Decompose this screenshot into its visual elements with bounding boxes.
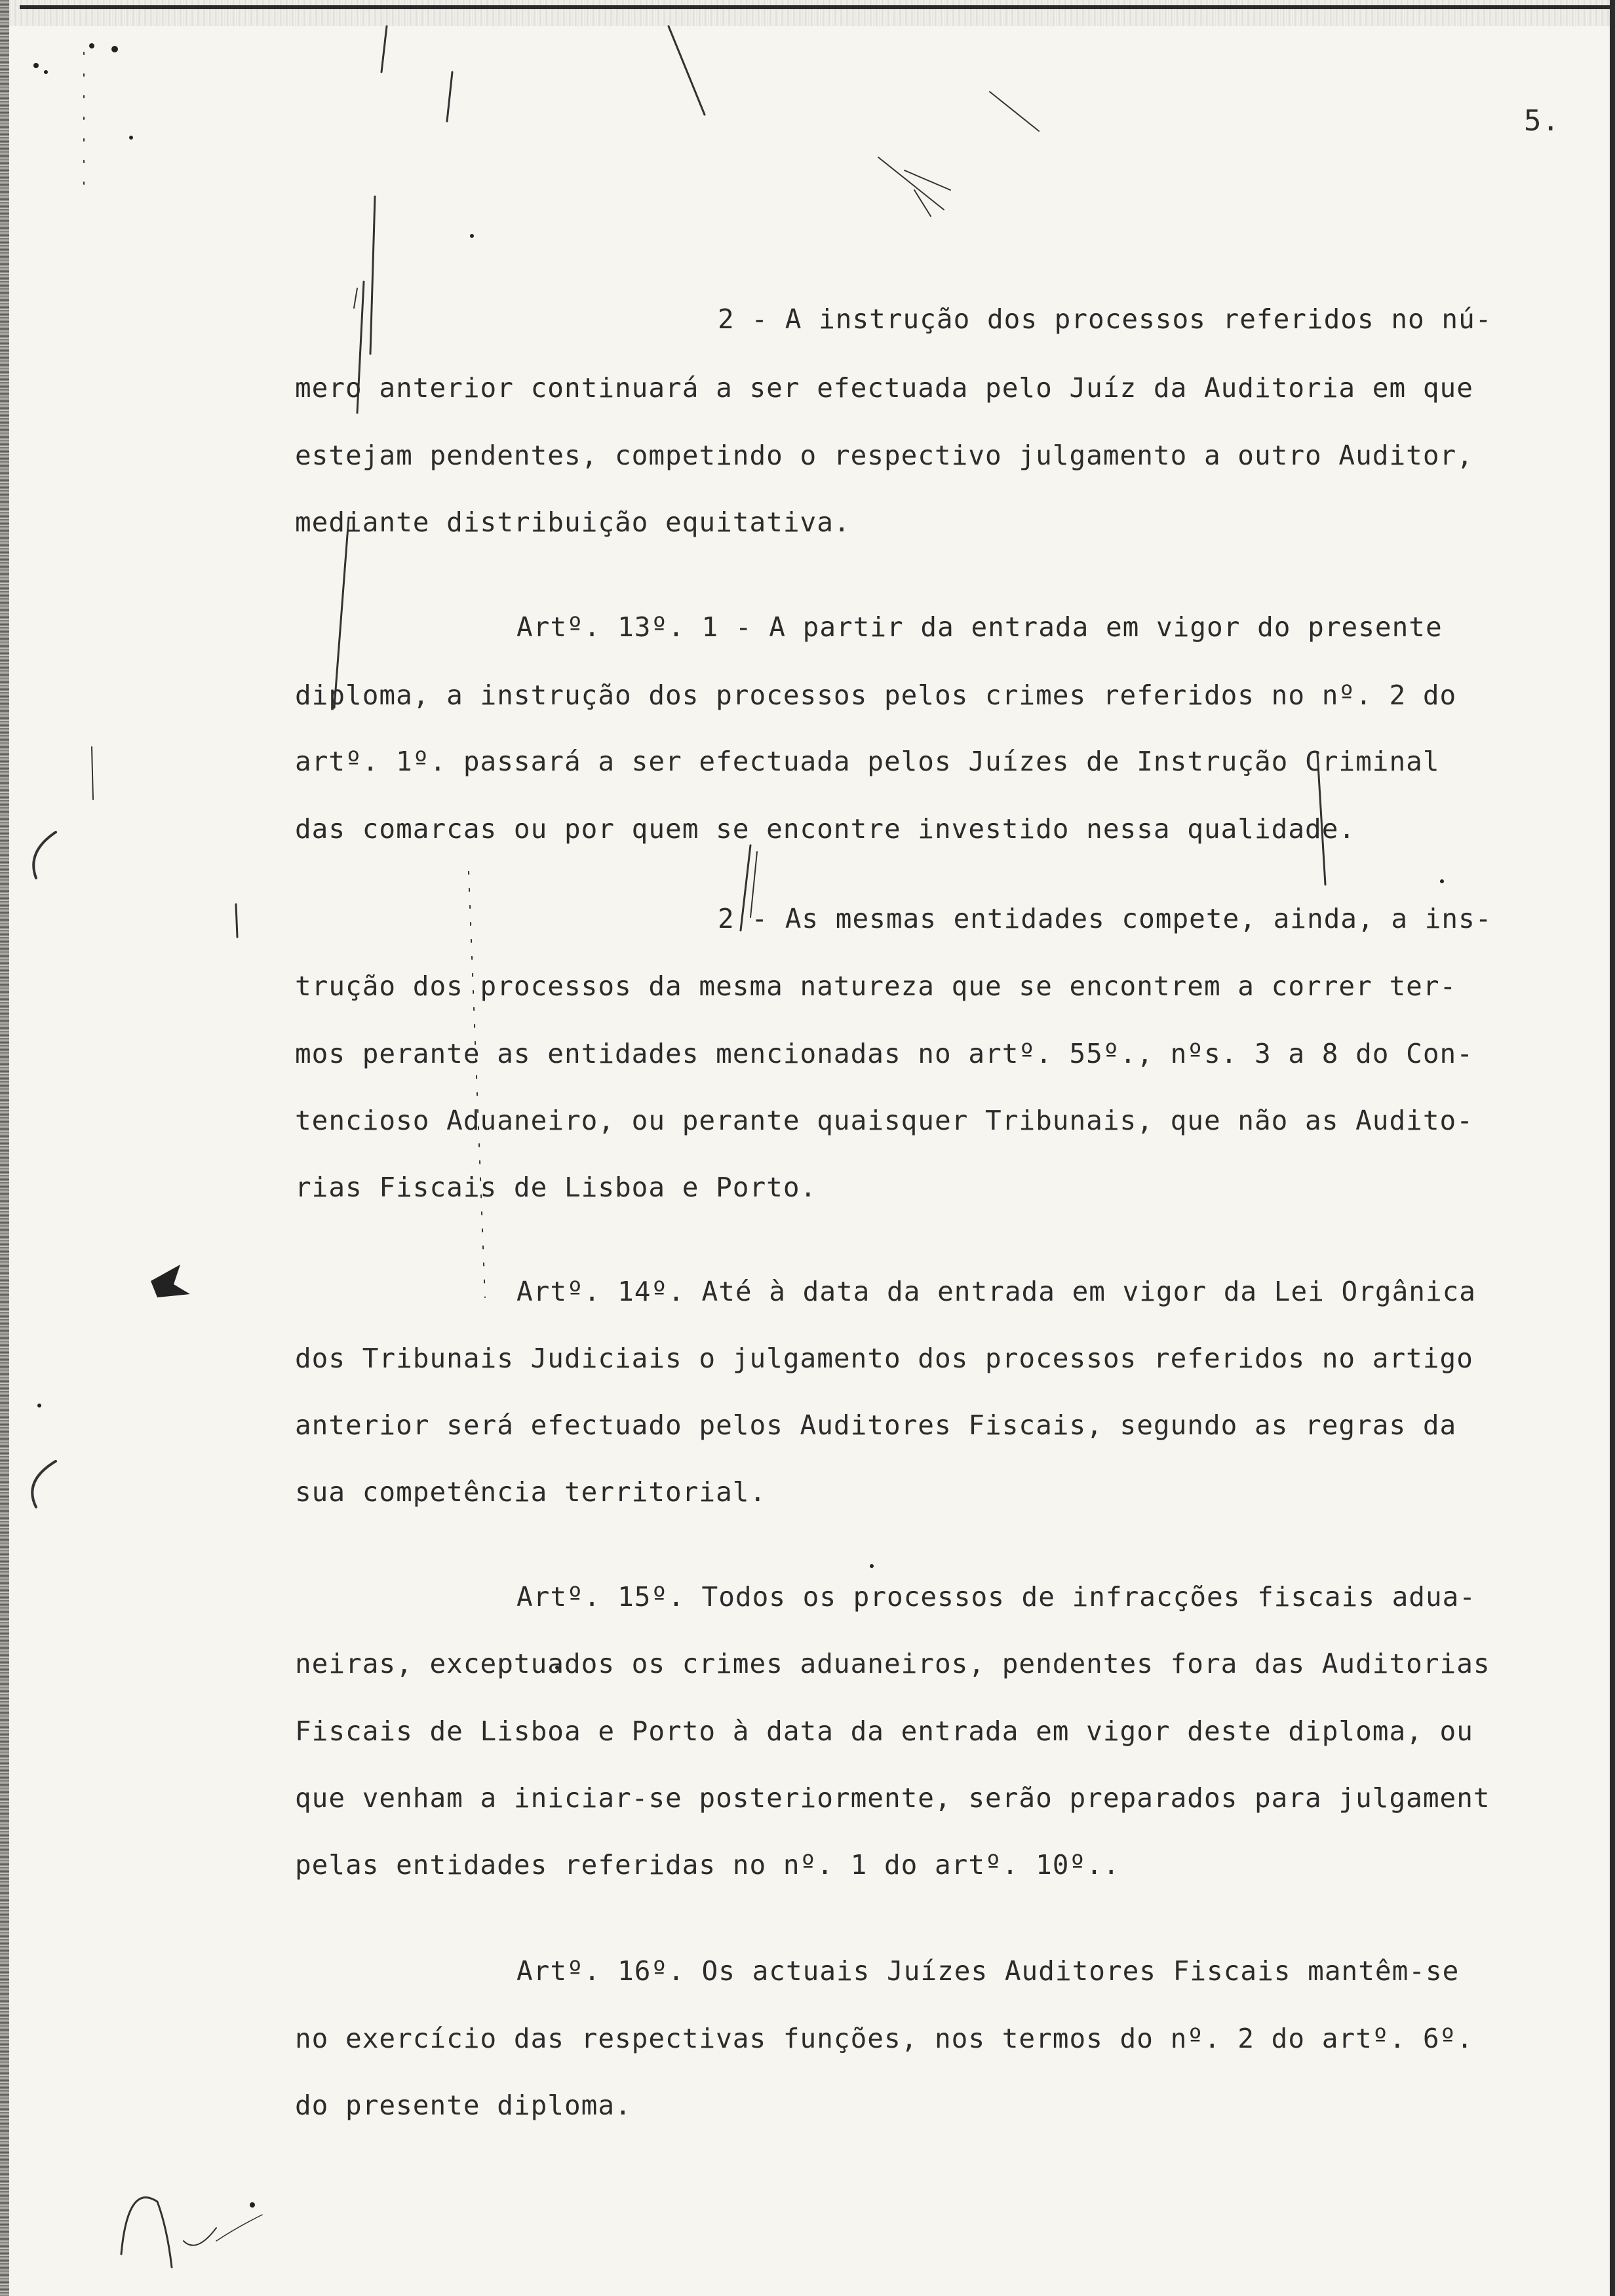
line-8: das comarcas ou por quem se encontre investido nessa qualidade. [295, 813, 1356, 845]
page-number: 5. [1524, 104, 1560, 138]
line-17: sua competência territorial. [295, 1476, 767, 1508]
line-24: no exercício das respectivas funções, nos termos do nº. 2 do artº. 6º. [295, 2023, 1473, 2054]
line-3: estejam pendentes, competindo o respectivo julgamento a outro Auditor, [295, 440, 1473, 471]
line-18: Artº. 15º. Todos os processos de infracções fiscais adua- [516, 1581, 1476, 1613]
line-6: diploma, a instrução dos processos pelos crimes referidos no nº. 2 do [295, 679, 1457, 711]
line-9: 2 - As mesmas entidades compete, ainda, a ins- [718, 903, 1492, 934]
line-12: tencioso Aduaneiro, ou perante quaisquer Tribunais, que não as Audito- [295, 1105, 1473, 1136]
line-22: pelas entidades referidas no nº. 1 do artº. 10º.. [295, 1849, 1120, 1881]
line-19: neiras, exceptuados os crimes aduaneiros, pendentes fora das Auditorias [295, 1648, 1490, 1679]
line-11: mos perante as entidades mencionadas no artº. 55º., nºs. 3 a 8 do Con- [295, 1038, 1473, 1069]
line-14: Artº. 14º. Até à data da entrada em vigor da Lei Orgânica [516, 1276, 1476, 1307]
line-23: Artº. 16º. Os actuais Juízes Auditores Fiscais mantêm-se [516, 1955, 1460, 1987]
line-13: rias Fiscais de Lisboa e Porto. [295, 1172, 817, 1203]
line-7: artº. 1º. passará a ser efectuada pelos Juízes de Instrução Criminal [295, 746, 1440, 777]
line-2: mero anterior continuará a ser efectuada pelo Juíz da Auditoria em que [295, 372, 1473, 404]
line-10: trução dos processos da mesma natureza que se encontrem a correr ter- [295, 970, 1457, 1002]
line-4: mediante distribuição equitativa. [295, 507, 851, 538]
line-25: do presente diploma. [295, 2090, 632, 2121]
line-16: anterior será efectuado pelos Auditores Fiscais, segundo as regras da [295, 1409, 1457, 1441]
line-20: Fiscais de Lisboa e Porto à data da entrada em vigor deste diploma, ou [295, 1715, 1473, 1747]
line-21: que venham a iniciar-se posteriormente, serão preparados para julgament [295, 1782, 1490, 1814]
line-15: dos Tribunais Judiciais o julgamento dos processos referidos no artigo [295, 1343, 1473, 1374]
line-1: 2 - A instrução dos processos referidos no nú- [718, 303, 1492, 335]
line-5: Artº. 13º. 1 - A partir da entrada em vigor do presente [516, 611, 1443, 643]
